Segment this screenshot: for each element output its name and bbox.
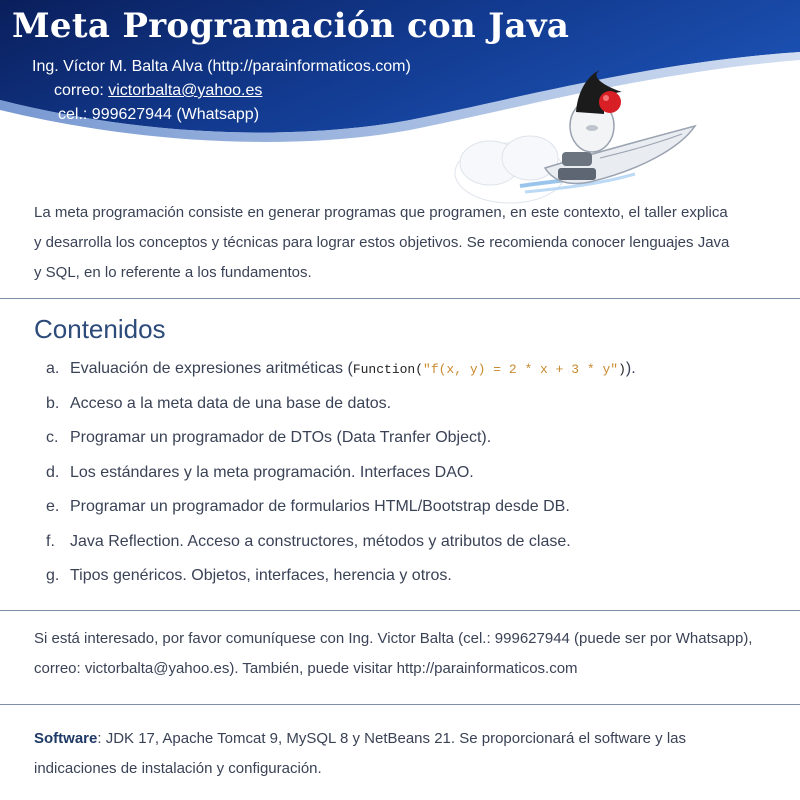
divider-3 xyxy=(0,704,800,705)
list-letter: f. xyxy=(46,532,55,550)
list-letter: c. xyxy=(46,429,59,446)
list-letter: b. xyxy=(46,394,60,412)
list-text: Programar un programador de DTOs (Data Tranfer Object). xyxy=(70,429,492,446)
list-letter: a. xyxy=(46,360,60,377)
phone-line: cel.: 999627944 (Whatsapp) xyxy=(58,106,260,123)
list-letter: d. xyxy=(46,463,60,481)
email-link[interactable]: victorbalta@yahoo.es xyxy=(108,82,263,99)
software-text: : JDK 17, Apache Tomcat 9, MySQL 8 y NetBeans 21. Se proporcionará el software y las indicaciones de instalación y configuración. xyxy=(34,730,686,777)
list-item xyxy=(46,352,636,387)
email-line xyxy=(54,82,262,100)
list-text: Evaluación de expresiones aritméticas ( xyxy=(70,360,353,377)
list-text-end: ). xyxy=(625,360,636,377)
list-item xyxy=(46,525,636,560)
list-item xyxy=(46,559,636,594)
list-text: Java Reflection. Acceso a constructores, métodos y atributos de clase. xyxy=(70,532,571,550)
list-item xyxy=(46,456,636,491)
software-label: Software xyxy=(34,730,98,747)
list-text: Programar un programador de formularios HTML/Bootstrap desde DB. xyxy=(70,498,570,515)
intro-paragraph: La meta programación consiste en generar programas que programen, en este contexto, el taller explica y desarrolla los conceptos y técnicas para lograr estos objetivos. Se recomienda conocer lenguajes Java y SQL, en lo referente a los fundamentos. xyxy=(34,204,730,281)
divider-2 xyxy=(0,610,800,611)
code-string: "f(x, y) = 2 * x + 3 * y" xyxy=(423,362,619,377)
code-snippet xyxy=(353,362,626,377)
java-duke-rocket-icon xyxy=(450,68,700,208)
contents-list xyxy=(46,352,636,594)
divider-1 xyxy=(0,298,800,299)
list-letter: e. xyxy=(46,498,60,515)
list-text: Acceso a la meta data de una base de datos. xyxy=(70,394,392,412)
page-title: Meta Programación con Java xyxy=(12,6,570,46)
list-letter: g. xyxy=(46,567,60,584)
software-paragraph xyxy=(34,724,764,784)
list-item xyxy=(46,421,636,456)
email-label: correo: xyxy=(54,82,109,99)
author-line: Ing. Víctor M. Balta Alva (http://parainformaticos.com) xyxy=(32,58,411,75)
list-item xyxy=(46,490,636,525)
code-close: ) xyxy=(618,362,626,377)
contents-title: Contenidos xyxy=(34,314,166,344)
list-text: Los estándares y la meta programación. Interfaces DAO. xyxy=(70,463,474,481)
contact-paragraph: Si está interesado, por favor comuníquese con Ing. Victor Balta (cel.: 999627944 (puede ser por Whatsapp), correo: victorbalta@yahoo.es). También, puede visitar http://parainformaticos.com xyxy=(34,630,753,677)
list-item xyxy=(46,387,636,422)
code-function: Function( xyxy=(352,362,424,377)
list-text: Tipos genéricos. Objetos, interfaces, herencia y otros. xyxy=(70,567,452,584)
